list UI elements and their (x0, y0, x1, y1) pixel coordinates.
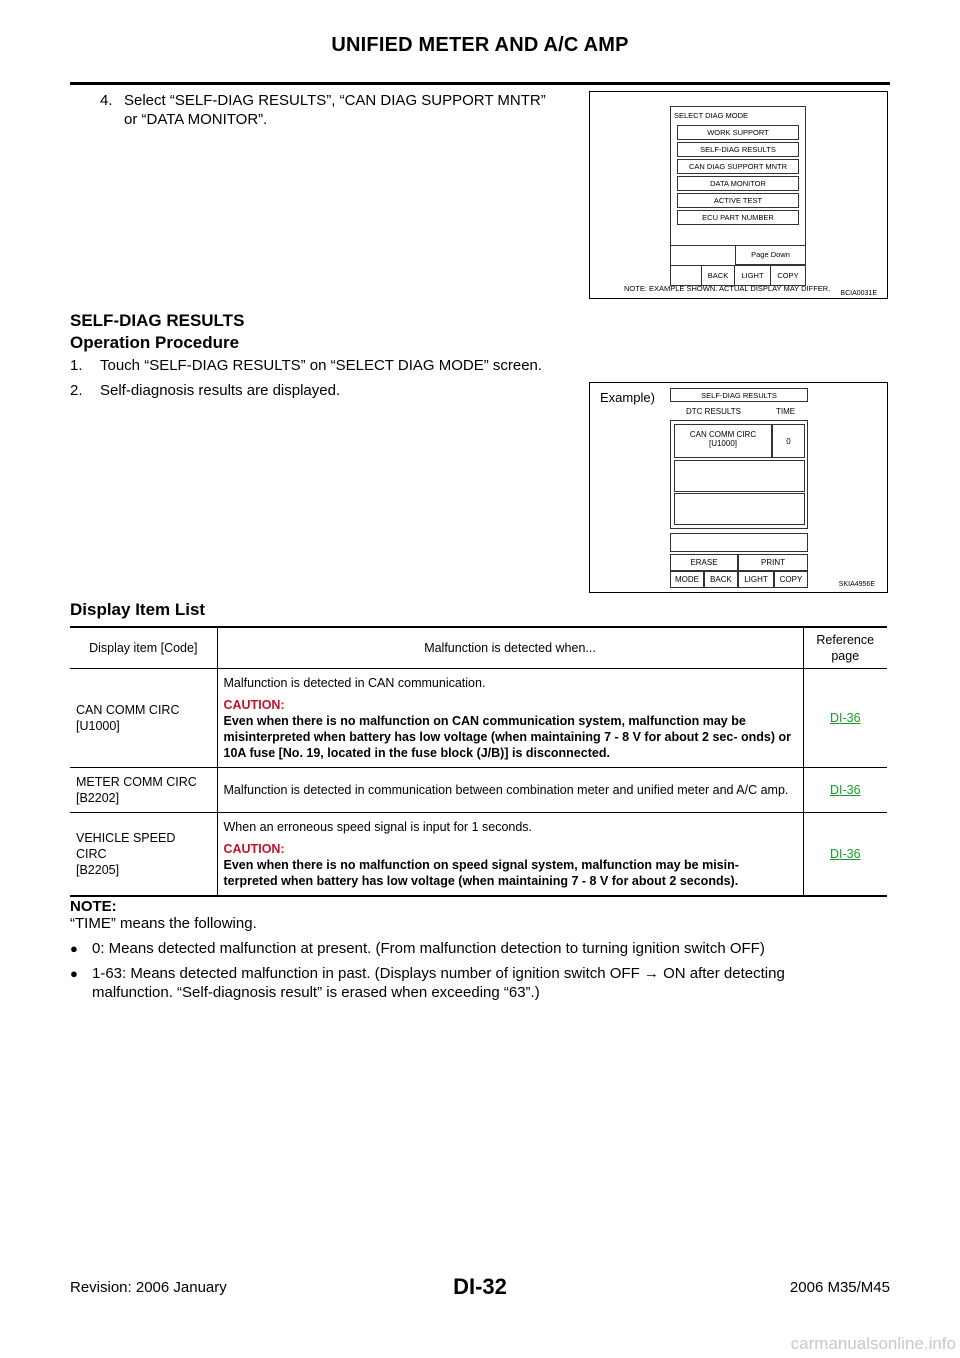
reference-link[interactable]: DI-36 (829, 847, 861, 861)
table-row (70, 813, 887, 897)
menu-item-self-diag-results[interactable]: SELF-DIAG RESULTS (677, 142, 799, 157)
erase-button[interactable]: ERASE (670, 554, 738, 571)
ref-cell (803, 768, 887, 813)
back-button[interactable]: BACK (701, 265, 735, 285)
menu-title: SELECT DIAG MODE (673, 111, 749, 120)
bullet-text (92, 964, 785, 1002)
model-name: 2006 M35/M45 (789, 1279, 890, 1296)
header-reference-page (803, 627, 887, 669)
header-display-item: Display item [Code] (70, 627, 217, 669)
mode-button[interactable]: MODE (670, 571, 704, 588)
step-4-text: Select “SELF-DIAG RESULTS”, “CAN DIAG SUPPORT MNTR” (124, 92, 546, 109)
bullet-icon: ● (70, 941, 78, 956)
print-button[interactable]: PRINT (738, 554, 808, 571)
item-cell (70, 669, 217, 768)
bullet-text: 0: Means detected malfunction at present. (From malfunction detection to turning ignition switch OFF) (92, 940, 765, 957)
malfunction-cell (217, 813, 803, 897)
note-intro: “TIME” means the following. (70, 915, 257, 932)
page-title: UNIFIED METER AND A/C AMP (331, 34, 629, 56)
header-page: page (831, 649, 860, 663)
header-reference: Reference (816, 633, 875, 647)
menu-item-work-support[interactable]: WORK SUPPORT (677, 125, 799, 140)
copy-button-2[interactable]: COPY (774, 571, 808, 588)
reference-link[interactable]: DI-36 (829, 711, 861, 725)
figure-id-2: SKIA4956E (838, 581, 875, 588)
select-diag-mode-figure (589, 91, 888, 299)
item-cell (70, 813, 217, 897)
reference-link[interactable]: DI-36 (829, 783, 861, 797)
item-name-cont: CIRC (76, 847, 107, 861)
title-rule (70, 82, 890, 85)
item-code: [U1000] (76, 719, 120, 733)
menu-item-active-test[interactable]: ACTIVE TEST (677, 193, 799, 208)
table-row (70, 768, 887, 813)
col-dtc-results: DTC RESULTS (686, 407, 741, 416)
time-cell: 0 (772, 424, 805, 458)
table-header-row (70, 627, 887, 669)
menu-item-data-monitor[interactable]: DATA MONITOR (677, 176, 799, 191)
item-name: CAN COMM CIRC (76, 703, 180, 717)
spacer-row (670, 533, 808, 552)
caution-label: CAUTION: (223, 842, 285, 856)
light-button[interactable]: LIGHT (735, 265, 771, 285)
bullet-text-line-1: 1-63: Means detected malfunction in past. (Displays number of ignition switch OFF → ON after detecting (92, 965, 785, 982)
display-item-table (70, 626, 887, 897)
step-1-text: Touch “SELF-DIAG RESULTS” on “SELECT DIAG MODE” screen. (100, 357, 543, 374)
ref-cell (803, 813, 887, 897)
subheading-operation-procedure: Operation Procedure (70, 333, 240, 352)
item-code: [B2205] (76, 863, 120, 877)
note-bullet-1 (70, 939, 890, 958)
light-button-2[interactable]: LIGHT (738, 571, 774, 588)
display-item-list-heading: Display Item List (70, 600, 206, 619)
step-2-number: 2. (70, 382, 83, 399)
figure-id: BCIA0031E (840, 290, 877, 297)
malfunction-cell (217, 669, 803, 768)
note-label: NOTE: (70, 898, 117, 915)
example-label: Example) (600, 390, 655, 405)
col-time: TIME (776, 407, 796, 416)
page-number: DI-32 (453, 1274, 507, 1299)
malfunction-cell (217, 768, 803, 813)
empty-row-1 (674, 460, 805, 492)
item-name: VEHICLE SPEED (76, 831, 176, 845)
caution-label: CAUTION: (223, 698, 285, 712)
note-bullet-2 (70, 964, 890, 1002)
copy-button[interactable]: COPY (777, 270, 799, 280)
dtc-cell[interactable] (674, 424, 772, 458)
results-title: SELF-DIAG RESULTS (670, 388, 808, 402)
bullet-text-line-2: malfunction. “Self-diagnosis result” is erased when exceeding “63”.) (92, 984, 540, 1001)
caution-text: Even when there is no malfunction on CAN communication system, malfunction may be misinterpreted when battery has low voltage (when maintaining 7 - 8 V for about 2 sec- onds) or 10A fuse [No. 19, located in the fuse block (J/B)] is disconnected. (223, 714, 791, 760)
back-button-2[interactable]: BACK (704, 571, 738, 588)
step-4-number: 4. (100, 92, 113, 109)
item-cell (70, 768, 217, 813)
menu-item-can-diag-support[interactable]: CAN DIAG SUPPORT MNTR (677, 159, 799, 174)
dtc-code: [U1000] (708, 439, 738, 448)
table-row (70, 669, 887, 768)
results-list (670, 420, 808, 529)
bullet-icon: ● (70, 966, 78, 981)
empty-row-2 (674, 493, 805, 525)
figure-note: NOTE: EXAMPLE SHOWN. ACTUAL DISPLAY MAY DIFFER. (624, 284, 831, 293)
malfunction-desc: Malfunction is detected in CAN communication. (223, 676, 486, 690)
page-down-button[interactable]: Page Down (735, 245, 805, 265)
malfunction-desc: When an erroneous speed signal is input for 1 seconds. (223, 820, 533, 834)
revision-date: Revision: 2006 January (70, 1279, 227, 1296)
header-malfunction: Malfunction is detected when... (217, 627, 803, 669)
malfunction-desc: Malfunction is detected in communication between combination meter and unified meter and A/C amp. (223, 783, 789, 797)
step-2-text: Self-diagnosis results are displayed. (100, 382, 341, 399)
step-4-text-cont: or “DATA MONITOR”. (124, 111, 268, 128)
step-1-number: 1. (70, 357, 83, 374)
caution-text: Even when there is no malfunction on speed signal system, malfunction may be misin- terpreted when battery has low voltage (when maintaining 7 - 8 V for about 2 seconds). (223, 858, 739, 888)
watermark: carmanualsonline.info (790, 1334, 956, 1353)
ref-cell (803, 669, 887, 768)
menu-item-ecu-part-number[interactable]: ECU PART NUMBER (677, 210, 799, 225)
item-name: METER COMM CIRC (76, 775, 197, 789)
section-heading: SELF-DIAG RESULTS (70, 311, 245, 330)
consult-screen (670, 106, 806, 286)
dtc-name: CAN COMM CIRC (689, 430, 757, 439)
item-code: [B2202] (76, 791, 120, 805)
self-diag-results-figure (589, 382, 888, 593)
